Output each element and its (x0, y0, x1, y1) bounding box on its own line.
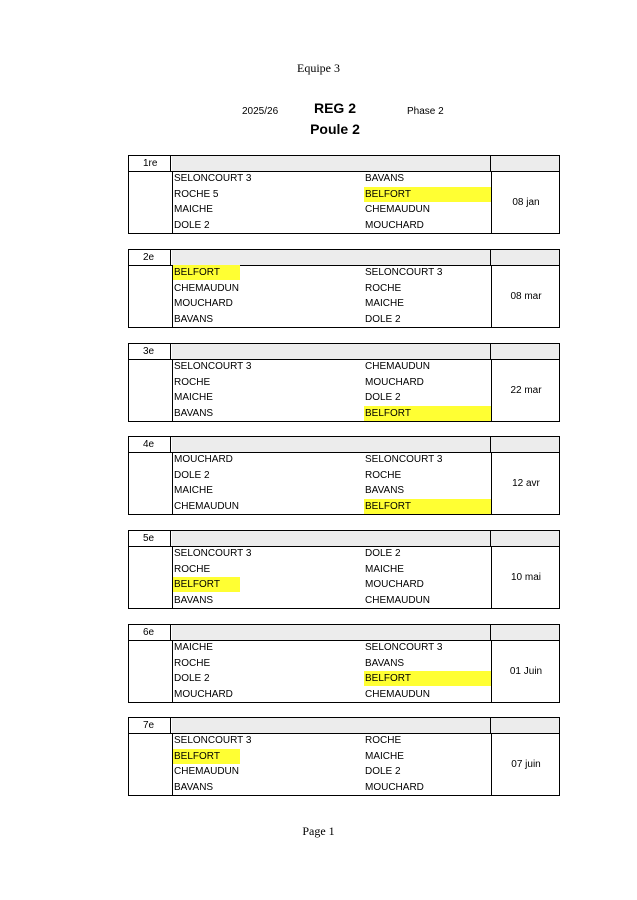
away-team: MOUCHARD (365, 781, 424, 793)
home-team: BELFORT (173, 577, 240, 592)
round-header (128, 436, 560, 453)
match-date: 22 mar (491, 359, 560, 421)
round-matches (128, 733, 560, 796)
round-label: 7e (129, 718, 171, 733)
away-team: MOUCHARD (365, 579, 424, 590)
away-team: ROCHE (365, 735, 402, 746)
home-team: BELFORT (173, 749, 240, 764)
page-number: Page 1 (302, 824, 335, 838)
header-fill (172, 344, 491, 359)
round-matches (128, 452, 560, 515)
away-team: BELFORT (364, 499, 491, 514)
round-label: 2e (129, 250, 171, 265)
home-team: MOUCHARD (174, 298, 233, 309)
home-team: CHEMAUDUN (174, 500, 239, 512)
round-header (128, 249, 560, 266)
empty-cell (129, 452, 173, 514)
home-team: BELFORT (173, 265, 240, 280)
away-team: MAICHE (365, 563, 404, 575)
away-team: MAICHE (365, 298, 404, 309)
round-block (128, 530, 560, 610)
round-matches (128, 265, 560, 328)
home-team: MAICHE (174, 642, 213, 653)
round-matches (128, 640, 560, 703)
away-team: BAVANS (365, 173, 405, 184)
away-team: DOLE 2 (365, 548, 401, 559)
away-team: SELONCOURT 3 (365, 642, 443, 653)
header-fill (491, 625, 559, 640)
empty-cell (129, 546, 173, 608)
round-label: 5e (129, 531, 171, 546)
header-fill (172, 718, 491, 733)
round-header (128, 155, 560, 172)
home-team: DOLE 2 (174, 673, 210, 684)
season: 2025/26 (242, 106, 279, 117)
empty-cell (129, 171, 173, 233)
home-team: ROCHE 5 (174, 188, 219, 200)
round-label: 6e (129, 625, 171, 640)
empty-cell (129, 640, 173, 702)
round-header (128, 624, 560, 641)
header-fill (491, 531, 559, 546)
home-team: DOLE 2 (174, 219, 210, 231)
round-matches (128, 171, 560, 234)
away-team: BELFORT (364, 671, 491, 686)
home-team: BAVANS (174, 407, 214, 419)
match-date: 10 mai (491, 546, 560, 608)
round-label: 3e (129, 344, 171, 359)
home-team: SELONCOURT 3 (174, 548, 252, 559)
away-team: MAICHE (365, 750, 404, 762)
header-fill (491, 718, 559, 733)
header-fill (172, 250, 491, 265)
home-team: ROCHE (174, 657, 211, 669)
round-label: 1re (129, 156, 171, 171)
header-fill (172, 156, 491, 171)
home-team: ROCHE (174, 376, 211, 388)
home-team: SELONCOURT 3 (174, 361, 252, 372)
home-team: MAICHE (174, 392, 213, 403)
header-fill (172, 531, 491, 546)
home-team: BAVANS (174, 313, 214, 325)
away-team: DOLE 2 (365, 766, 401, 777)
home-team: ROCHE (174, 563, 211, 575)
header-fill (172, 625, 491, 640)
away-team: MOUCHARD (365, 219, 424, 231)
home-team: MAICHE (174, 204, 213, 215)
away-team: CHEMAUDUN (365, 361, 430, 372)
away-team: BAVANS (365, 485, 405, 496)
home-team: MOUCHARD (174, 454, 233, 465)
match-date: 08 mar (491, 265, 560, 327)
round-matches (128, 546, 560, 609)
match-date: 01 Juin (491, 640, 560, 702)
division-title: REG 2 (313, 100, 356, 116)
away-team: CHEMAUDUN (365, 594, 430, 606)
empty-cell (129, 359, 173, 421)
empty-cell (129, 265, 173, 327)
home-team: SELONCOURT 3 (174, 173, 252, 184)
away-team: DOLE 2 (365, 392, 401, 403)
home-team: CHEMAUDUN (174, 282, 239, 294)
round-block (128, 249, 560, 329)
header-fill (491, 156, 559, 171)
round-header (128, 717, 560, 734)
away-team: BELFORT (364, 406, 491, 421)
away-team: CHEMAUDUN (365, 204, 430, 215)
home-team: MAICHE (174, 485, 213, 496)
round-matches (128, 359, 560, 422)
away-team: SELONCOURT 3 (365, 454, 443, 465)
empty-cell (129, 733, 173, 795)
match-date: 12 avr (491, 452, 560, 514)
away-team: CHEMAUDUN (365, 688, 430, 700)
round-block (128, 343, 560, 423)
header-fill (491, 344, 559, 359)
phase: Phase 2 (407, 106, 444, 117)
home-team: SELONCOURT 3 (174, 735, 252, 746)
home-team: CHEMAUDUN (174, 766, 239, 777)
team-title: Equipe 3 (297, 61, 340, 75)
round-header (128, 530, 560, 547)
away-team: DOLE 2 (365, 313, 401, 325)
away-team: BAVANS (365, 657, 405, 669)
round-block (128, 155, 560, 235)
home-team: BAVANS (174, 594, 214, 606)
header-fill (172, 437, 491, 452)
home-team: DOLE 2 (174, 469, 210, 481)
away-team: MOUCHARD (365, 376, 424, 388)
header-fill (491, 250, 559, 265)
round-block (128, 717, 560, 797)
away-team: ROCHE (365, 282, 402, 294)
away-team: SELONCOURT 3 (365, 267, 443, 278)
match-date: 08 jan (491, 171, 560, 233)
round-label: 4e (129, 437, 171, 452)
pool-title: Poule 2 (310, 121, 360, 137)
home-team: MOUCHARD (174, 688, 233, 700)
round-block (128, 436, 560, 516)
away-team: ROCHE (365, 469, 402, 481)
round-header (128, 343, 560, 360)
round-block (128, 624, 560, 704)
header-fill (491, 437, 559, 452)
home-team: BAVANS (174, 781, 214, 793)
away-team: BELFORT (364, 187, 491, 202)
match-date: 07 juin (491, 733, 560, 795)
